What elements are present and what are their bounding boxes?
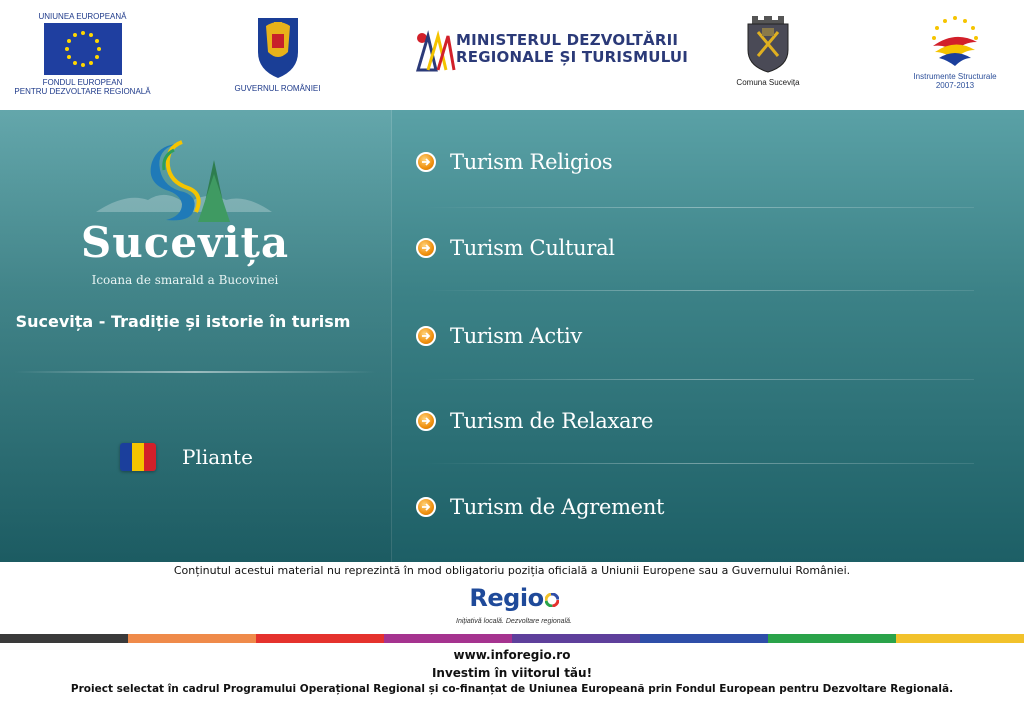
arrow-right-icon: [416, 152, 436, 172]
brand-column: [0, 110, 392, 562]
color-stripe: [640, 634, 768, 643]
arrow-right-icon: [416, 497, 436, 517]
arrow-right-icon: [416, 326, 436, 346]
ministry-emblem-icon: [412, 28, 456, 72]
menu-separator: [424, 290, 974, 291]
color-stripe: [896, 634, 1024, 643]
menu-item-turism-de-agrement[interactable]: [416, 487, 976, 527]
romania-flag-icon: [120, 443, 156, 471]
eu-top-caption: UNIUNEA EUROPEANĂ: [38, 12, 127, 21]
brand-name: Sucevița: [80, 218, 290, 267]
color-stripe: [384, 634, 512, 643]
menu-item-label: Turism Activ: [450, 324, 582, 348]
regio-wordmark: Regio: [469, 584, 544, 612]
structural-caption-2: 2007-2013: [935, 81, 975, 90]
ministry-line-1: MINISTERUL DEZVOLTĂRII: [456, 31, 679, 49]
ministry-name: [456, 32, 688, 66]
main-panel: [0, 110, 1024, 562]
eu-logo: [10, 12, 155, 96]
color-stripe: [128, 634, 256, 643]
eu-bottom-caption-2: PENTRU DEZVOLTARE REGIONALĂ: [14, 87, 151, 96]
commune-logo: [718, 12, 818, 87]
regio-logo: [444, 584, 584, 630]
structural-caption-1: Instrumente Structurale: [913, 72, 997, 81]
eu-disclaimer: Conținutul acestui material nu reprezintă în mod obligatoriu poziția oficială a Uniunii Europene sau a Guvernului României.: [173, 564, 851, 577]
sucevita-logo-icon: [96, 140, 276, 230]
pliante-link[interactable]: [120, 440, 253, 474]
logo-strip: [0, 0, 1024, 110]
color-stripe: [0, 634, 128, 643]
government-logo: [220, 12, 335, 93]
commune-caption: Comuna Sucevița: [736, 78, 800, 87]
motto: Investim în viitorul tău!: [431, 666, 593, 680]
menu-item-turism-activ[interactable]: [416, 316, 976, 356]
tourism-menu: [392, 110, 1024, 562]
website-link[interactable]: www.inforegio.ro: [453, 648, 571, 662]
menu-separator: [424, 379, 974, 380]
color-stripe: [512, 634, 640, 643]
coat-of-arms-icon: [220, 12, 335, 80]
menu-item-label: Turism Cultural: [450, 236, 615, 260]
pliante-label: Pliante: [182, 445, 253, 469]
menu-separator: [424, 207, 974, 208]
eu-flag-icon: [44, 23, 122, 75]
structural-instruments-icon: [900, 12, 1010, 72]
brand-subtitle: Icoana de smarald a Bucovinei: [91, 273, 279, 287]
project-note: Proiect selectat în cadrul Programului Operațional Regional și co-finanțat de Uniunea Europeană prin Fondul European pentru Dezvoltare Regională.: [70, 683, 954, 695]
gov-caption: GUVERNUL ROMÂNIEI: [234, 84, 321, 93]
regio-color-wheel-icon: [545, 593, 559, 607]
color-stripe: [768, 634, 896, 643]
menu-item-label: Turism de Relaxare: [450, 409, 654, 433]
eu-bottom-caption-1: FONDUL EUROPEAN: [42, 78, 123, 87]
flag-stripe-yellow: [132, 443, 144, 471]
menu-item-label: Turism Religios: [450, 150, 613, 174]
color-stripe-bar: [0, 634, 1024, 643]
commune-crest-icon: [718, 12, 818, 78]
menu-item-turism-cultural[interactable]: [416, 228, 976, 268]
menu-item-turism-religios[interactable]: [416, 142, 976, 182]
flag-stripe-red: [144, 443, 156, 471]
tagline: Sucevița - Tradiție și istorie în turism: [15, 312, 351, 331]
structural-instruments-logo: [900, 12, 1010, 90]
regio-slogan: Inițiativă locală. Dezvoltare regională.: [456, 618, 572, 625]
arrow-right-icon: [416, 238, 436, 258]
ministry-line-2: REGIONALE ȘI TURISMULUI: [456, 48, 689, 66]
menu-item-turism-de-relaxare[interactable]: [416, 401, 976, 441]
flag-stripe-blue: [120, 443, 132, 471]
menu-item-label: Turism de Agrement: [450, 495, 665, 519]
brand-separator: [14, 371, 376, 373]
menu-separator: [424, 463, 974, 464]
arrow-right-icon: [416, 411, 436, 431]
color-stripe: [256, 634, 384, 643]
